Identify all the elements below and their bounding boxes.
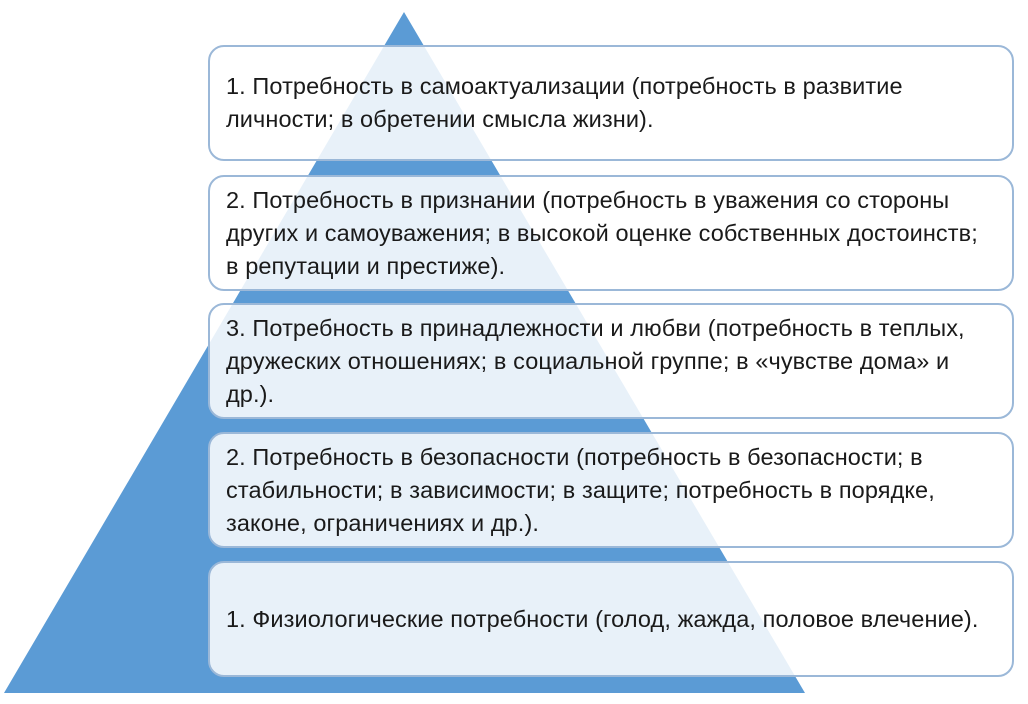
level-text: 1. Потребность в самоактуализации (потребность в развитие личности; в обретении смысла жизни). (226, 73, 903, 132)
pyramid-level-belonging (208, 303, 1014, 419)
pyramid-level-physiological (208, 561, 1014, 677)
level-text: 2. Потребность в безопасности (потребность в безопасности; в стабильности; в зависимости; в защите; потребность в порядке, законе, ограничениях и др.). (226, 443, 935, 536)
level-text: 3. Потребность в принадлежности и любви (потребность в теплых, дружеских отношениях; в социальной группе; в «чувстве дома» и др.). (226, 314, 965, 407)
pyramid-level-safety (208, 432, 1014, 548)
pyramid-level-self-actualization (208, 45, 1014, 161)
level-text: 1. Физиологические потребности (голод, жажда, половое влечение). (226, 605, 979, 632)
pyramid-level-esteem (208, 175, 1014, 291)
level-text: 2. Потребность в признании (потребность в уважения со стороны других и самоуважения; в высокой оценке собственных достоинств; в репутации и престиже). (226, 186, 978, 279)
